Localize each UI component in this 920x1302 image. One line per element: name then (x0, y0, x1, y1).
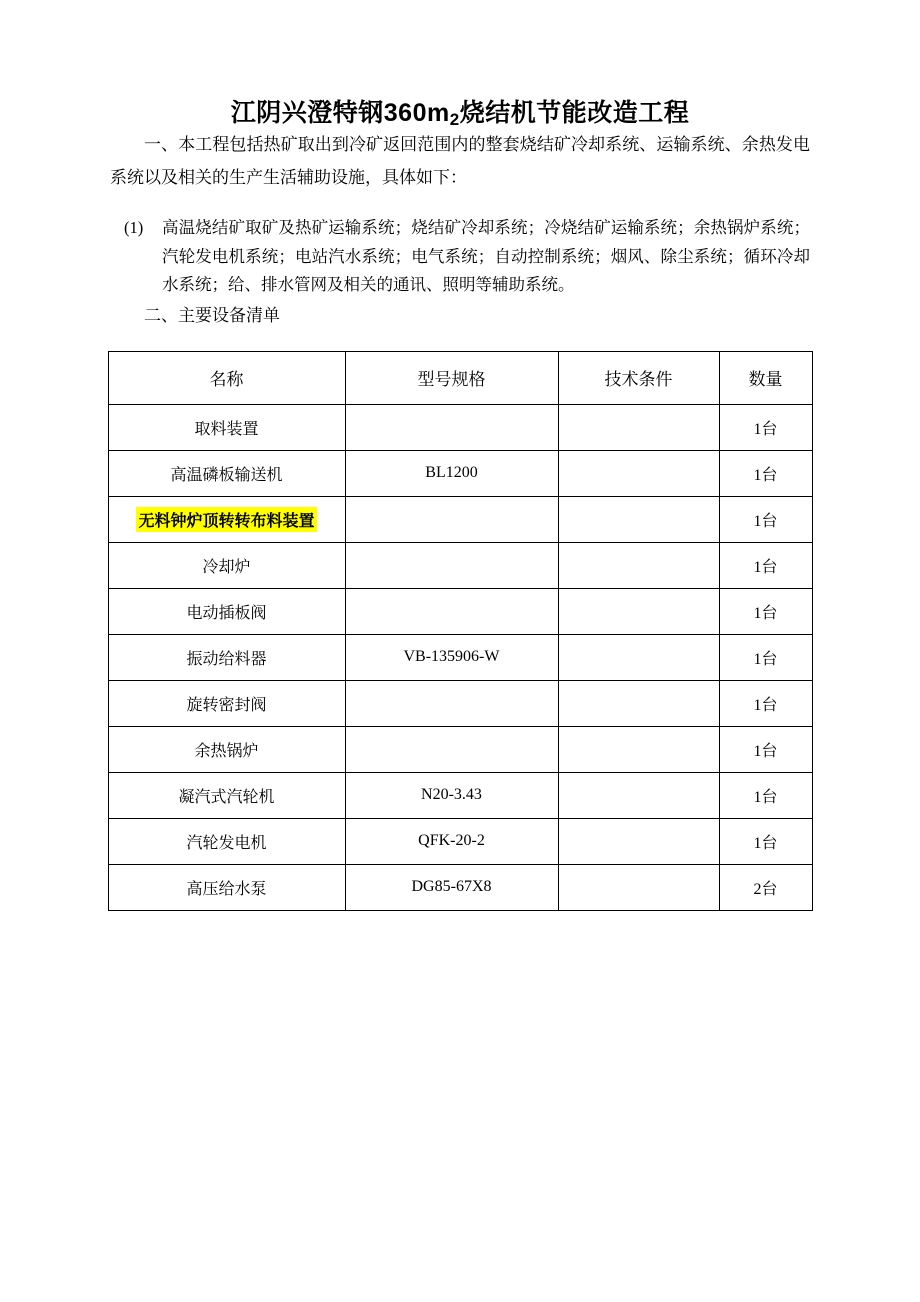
cell-qty: 1台 (719, 634, 812, 680)
cell-model: VB-135906-W (345, 634, 558, 680)
cell-name: 余热锅炉 (108, 726, 345, 772)
cell-tech (558, 726, 719, 772)
cell-name: 凝汽式汽轮机 (108, 772, 345, 818)
table-row (108, 680, 812, 726)
cell-name: 振动给料器 (108, 634, 345, 680)
cell-model (345, 680, 558, 726)
cell-model (345, 588, 558, 634)
table-row (108, 864, 812, 910)
list-item-marker: (1) (124, 218, 144, 238)
cell-name: 取料装置 (108, 404, 345, 450)
page-title-suffix: 烧结机节能改造工程 (459, 99, 690, 127)
column-header-tech: 技术条件 (558, 351, 719, 404)
cell-model: BL1200 (345, 450, 558, 496)
table-row (108, 588, 812, 634)
cell-qty: 1台 (719, 680, 812, 726)
document-body (110, 128, 810, 333)
cell-tech (558, 818, 719, 864)
cell-tech (558, 542, 719, 588)
page-title (0, 0, 920, 128)
cell-name: 高温磷板输送机 (108, 450, 345, 496)
cell-model (345, 404, 558, 450)
cell-tech (558, 496, 719, 542)
cell-qty: 1台 (719, 496, 812, 542)
cell-qty: 1台 (719, 726, 812, 772)
cell-tech (558, 772, 719, 818)
cell-qty: 1台 (719, 450, 812, 496)
cell-model (345, 726, 558, 772)
cell-tech (558, 404, 719, 450)
table-row (108, 818, 812, 864)
column-header-model: 型号规格 (345, 351, 558, 404)
table-header-row (108, 351, 812, 404)
table-row (108, 542, 812, 588)
list-item (110, 214, 810, 299)
cell-qty: 1台 (719, 588, 812, 634)
cell-tech (558, 864, 719, 910)
table-row (108, 450, 812, 496)
table-row (108, 404, 812, 450)
cell-name (108, 496, 345, 542)
list-item-text: 高温烧结矿取矿及热矿运输系统；烧结矿冷却系统；冷烧结矿运输系统；余热锅炉系统；汽轮发电机系统；电站汽水系统；电气系统；自动控制系统；烟风、除尘系统；循环冷却水系统；给、排水管网及相关的通讯、照明等辅助系统。 (162, 218, 810, 295)
cell-model: N20-3.43 (345, 772, 558, 818)
cell-qty: 1台 (719, 772, 812, 818)
cell-tech (558, 588, 719, 634)
cell-qty: 1台 (719, 818, 812, 864)
column-header-qty: 数量 (719, 351, 812, 404)
cell-name: 电动插板阀 (108, 588, 345, 634)
cell-name: 汽轮发电机 (108, 818, 345, 864)
cell-model: DG85-67X8 (345, 864, 558, 910)
cell-qty: 2台 (719, 864, 812, 910)
paragraph-scope: 一、本工程包括热矿取出到冷矿返回范围内的整套烧结矿冷却系统、运输系统、余热发电系统以及相关的生产生活辅助设施，具体如下： (110, 135, 810, 188)
equipment-table (108, 351, 813, 911)
cell-model: QFK-20-2 (345, 818, 558, 864)
cell-name: 高压给水泵 (108, 864, 345, 910)
cell-name: 旋转密封阀 (108, 680, 345, 726)
page-title-subscript: 2 (449, 110, 460, 129)
cell-name: 冷却炉 (108, 542, 345, 588)
column-header-name: 名称 (108, 351, 345, 404)
cell-model (345, 496, 558, 542)
cell-qty: 1台 (719, 404, 812, 450)
cell-model (345, 542, 558, 588)
paragraph-equipment-heading: 二、主要设备清单 (144, 306, 280, 326)
page-title-prefix: 江阴兴澄特钢360m (230, 99, 450, 127)
table-row (108, 634, 812, 680)
cell-tech (558, 450, 719, 496)
cell-tech (558, 634, 719, 680)
table-row (108, 772, 812, 818)
cell-tech (558, 680, 719, 726)
table-row (108, 496, 812, 542)
highlighted-text: 无料钟炉顶转转布料装置 (136, 507, 316, 532)
table-row (108, 726, 812, 772)
cell-qty: 1台 (719, 542, 812, 588)
